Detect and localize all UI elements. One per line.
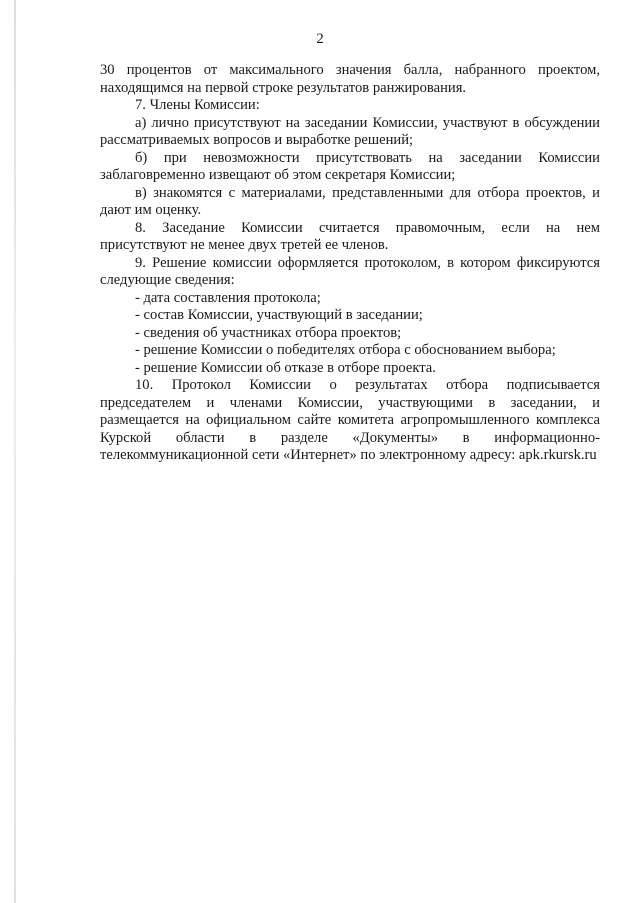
paragraph-9: 9. Решение комиссии оформляется протоколом, в котором фиксируются следующие сведения:: [100, 254, 600, 288]
list-item-refusal-decision: - решение Комиссии об отказе в отборе проекта.: [135, 359, 436, 376]
paragraph-8: 8. Заседание Комиссии считается правомочным, если на нем присутствуют не менее двух третей ее членов.: [100, 219, 600, 253]
paragraph-10: 10. Протокол Комиссии о результатах отбора подписывается председателем и членами Комиссии, участвующими в заседании, и размещается на официальном сайте комитета агропромышленного комплекса Курской области в разделе «Документы» в информационно-телекоммуникационной сети «Интернет» по электронному адресу: apk.rkursk.ru: [100, 377, 600, 463]
paragraph-7-heading: 7. Члены Комиссии:: [135, 97, 260, 113]
paragraph-7a: а) лично присутствуют на заседании Комиссии, участвуют в обсуждении рассматриваемых вопросов и выработке решений;: [100, 114, 600, 148]
paragraph-continuation: 30 процентов от максимального значения балла, набранного проектом, находящимся на первой строке результатов ранжирования.: [100, 62, 600, 96]
paragraph-7c: в) знакомятся с материалами, представленными для отбора проектов, и дают им оценку.: [100, 184, 600, 218]
paragraph-7b: б) при невозможности присутствовать на заседании Комиссии заблаговременно извещают об этом секретаря Комиссии;: [100, 149, 600, 183]
list-item-winners-decision: - решение Комиссии о победителях отбора с обоснованием выбора;: [135, 342, 556, 358]
list-item-protocol-date: - дата составления протокола;: [135, 289, 321, 306]
list-item-commission-composition: - состав Комиссии, участвующий в заседании;: [135, 307, 423, 323]
list-item-participants: - сведения об участниках отбора проектов;: [135, 324, 402, 341]
page-number: 2: [316, 31, 324, 47]
document-body: [100, 62, 600, 465]
scan-edge-shadow: [14, 0, 16, 903]
